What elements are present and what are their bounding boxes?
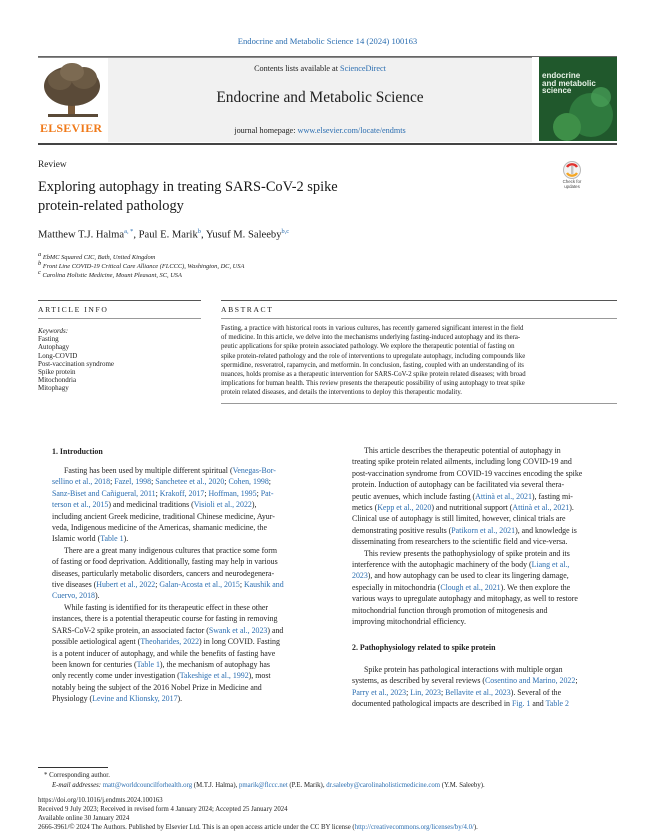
available-online: Available online 30 January 2024 <box>38 815 130 822</box>
text-line <box>352 445 618 456</box>
affiliation-text: Carolina Holistic Medicine, Mount Pleasant, SC, USA <box>42 272 182 280</box>
text-line <box>352 675 618 686</box>
text-line <box>352 491 618 502</box>
text-segment: ; <box>575 676 578 686</box>
text-line <box>352 605 618 616</box>
text-line <box>352 479 618 490</box>
author-sep: , <box>200 229 206 241</box>
citation-link[interactable]: Lin, 2023 <box>410 687 441 697</box>
abstract-rule <box>221 318 617 319</box>
text-segment: only recently come under investigation ( <box>52 671 180 681</box>
citation-link[interactable]: Levine and Klionsky, 2017 <box>92 694 178 704</box>
keywords-block <box>38 327 114 393</box>
text-segment: SARS-CoV-2 spike protein, an associated factor ( <box>52 625 209 635</box>
text-line <box>52 648 318 659</box>
homepage-link[interactable]: www.elsevier.com/locate/endmts <box>297 126 406 135</box>
text-segment: protein. Induction of autophagy can be facilitated via several thera- <box>352 480 565 490</box>
article-type: Review <box>38 160 67 170</box>
author-3-sup[interactable]: b,c <box>281 228 290 235</box>
text-line <box>352 593 618 604</box>
text-segment: ; <box>110 477 115 487</box>
text-line <box>52 659 318 670</box>
text-line <box>352 513 618 524</box>
text-line <box>352 525 618 536</box>
article-title-line-2: protein-related pathology <box>38 198 184 214</box>
citation-link[interactable]: Attinà et al., 2021 <box>512 503 570 513</box>
author-1[interactable]: Matthew T.J. Halma <box>38 229 125 241</box>
text-segment: Clinical use of autophagy is still limited, however, clinical trials are <box>352 514 566 524</box>
text-segment: disseminating from researchers to the scientific field and vice-versa. <box>352 537 568 547</box>
email-owner: (P.E. Marik), <box>287 782 327 789</box>
citation-link[interactable]: Galan-Acosta et al., 2015 <box>159 580 240 590</box>
cover-art <box>539 57 617 141</box>
text-segment: Physiology ( <box>52 694 93 704</box>
citation-link[interactable]: Swank et al., 2023 <box>208 625 268 635</box>
text-line <box>52 499 318 510</box>
abstract-line: nuances, holds promise as a therapeutic intervention for SARS-CoV-2 spike protein related diseases; with broad <box>221 371 526 379</box>
section2-heading: 2. Pathophysiology related to spike protein <box>352 643 496 652</box>
citation-link[interactable]: Cosentino and Marino, 2022 <box>485 676 576 686</box>
citation-link[interactable]: Krakoff, 2017 <box>159 488 205 498</box>
text-line <box>52 636 318 647</box>
right-column <box>352 445 618 628</box>
text-segment: Fasting has been used by multiple different spiritual ( <box>64 466 233 475</box>
abstract-line: peutic applications for spike protein associated pathology. We explore the therapeutic potential of fasting on <box>221 343 515 351</box>
text-segment: There are a great many indigenous cultures that practice some form <box>64 545 277 555</box>
text-segment: veda, Indigenous medicine of the Americas, shamanic medicine, the <box>52 523 267 533</box>
text-segment: diseases, particularly metabolic disorders, cancers and neurodegenera- <box>52 568 275 578</box>
text-segment: systems, as described by several reviews ( <box>352 676 486 686</box>
text-segment: ). Several of the <box>510 687 562 697</box>
article-title <box>38 178 508 216</box>
license-link[interactable]: http://creativecommons.org/licenses/by/4.0/ <box>354 824 474 831</box>
citation-link[interactable]: Hoffman, 1995 <box>208 488 257 498</box>
text-line <box>52 545 318 556</box>
keyword: Spike protein <box>38 368 76 377</box>
text-segment: ; <box>268 477 271 487</box>
keyword: Autophagy <box>38 343 70 352</box>
text-line <box>52 625 318 636</box>
text-segment: ; <box>204 488 209 498</box>
text-segment: ; <box>256 488 261 498</box>
license-suffix: ). <box>473 824 478 831</box>
affiliation-sup: c <box>38 269 41 276</box>
text-segment: ; <box>224 477 229 487</box>
text-line <box>352 698 618 709</box>
text-segment: ). <box>123 534 129 544</box>
text-segment: ), most <box>248 671 271 681</box>
text-segment: This review presents the pathophysiology of spike protein and its <box>364 548 570 558</box>
publisher-logo-text: ELSEVIER <box>40 121 103 135</box>
text-line <box>52 522 318 533</box>
footnote-rule <box>38 767 108 768</box>
keyword: Mitophagy <box>38 384 69 393</box>
text-line <box>52 533 318 544</box>
text-segment: ). We then explore the <box>500 582 571 592</box>
citation-link[interactable]: Venegas-Bor- <box>232 466 276 475</box>
text-line <box>52 579 318 590</box>
keywords-label: Keywords: <box>38 327 69 335</box>
left-column <box>52 465 318 705</box>
text-line <box>52 602 318 613</box>
text-segment: and <box>530 699 546 709</box>
author-2-sup[interactable]: b <box>197 228 201 235</box>
author-list <box>38 228 289 241</box>
text-segment: ; <box>155 580 160 590</box>
cover-title-line-1: endocrine <box>542 71 581 80</box>
text-segment: instances, there is a potential therapeutic course for fasting in removing <box>52 614 278 624</box>
keyword: Mitochondria <box>38 376 77 385</box>
corresponding-author-text: Corresponding author. <box>49 772 110 779</box>
article-info-rule <box>38 318 201 319</box>
citation-link[interactable]: Parry et al., 2023 <box>352 687 407 697</box>
text-line <box>352 559 618 570</box>
text-line <box>52 568 318 579</box>
license-line <box>38 823 478 832</box>
text-segment: metics ( <box>352 503 378 513</box>
citation-link[interactable]: Cuervo, 2018 <box>52 591 95 601</box>
text-line <box>52 670 318 681</box>
text-segment: ; <box>155 488 160 498</box>
citation-link[interactable]: Fig. 1 <box>511 699 531 709</box>
text-line <box>52 613 318 624</box>
text-line <box>52 682 318 693</box>
text-segment: especially in mitochondria ( <box>352 582 441 592</box>
text-segment: ), the mechanism of autophagy has <box>159 659 270 669</box>
text-segment: ; <box>151 477 156 487</box>
keyword: Long-COVID <box>38 351 78 360</box>
email-owner: (Y.M. Saleeby). <box>440 782 485 789</box>
citation-link[interactable]: Kaushik and <box>243 580 284 590</box>
abstract-line: implications for human health. This review presents the therapeutic possibility of using autophagy to treat spike <box>221 380 525 388</box>
citation-link[interactable]: Hubert et al., 2022 <box>96 580 156 590</box>
contents-available <box>108 64 532 73</box>
text-segment: improving mitochondrial efficiency. <box>352 617 466 627</box>
abstract-line: protein related diseases, and details the interventions to deploy this therapeutic modality. <box>221 389 462 397</box>
text-segment: possible aetiological agent ( <box>52 637 141 647</box>
text-segment: documented pathological impacts are described in <box>352 699 512 709</box>
journal-citation-line: Endocrine and Metabolic Science 14 (2024) 100163 <box>237 36 418 46</box>
citation-link[interactable]: Kepp et al., 2020 <box>377 503 432 513</box>
journal-title: Endocrine and Metabolic Science <box>216 89 424 106</box>
citation-link[interactable]: Pat- <box>260 488 274 498</box>
text-line <box>352 570 618 581</box>
citation-link[interactable]: Fazel, 1998 <box>114 477 152 487</box>
text-line <box>52 476 318 487</box>
text-line <box>352 664 618 675</box>
text-line <box>352 548 618 559</box>
text-line <box>52 693 318 704</box>
text-segment: ) and medicinal traditions ( <box>108 500 194 510</box>
text-segment: peutic avenues, which include fasting ( <box>352 491 476 501</box>
text-segment: mitochondrial function through promotion of mitogenesis and <box>352 605 548 615</box>
citation-link[interactable]: Takeshige et al., 1992 <box>179 671 249 681</box>
text-segment: ) and <box>267 625 284 635</box>
citation-link[interactable]: Theoharides, 2022 <box>140 637 200 647</box>
text-line <box>352 536 618 547</box>
abstract-line: spike protein-related pathology and the role of interventions to upregulate autophagy, including compounds like <box>221 352 526 360</box>
text-segment: demonstrating positive results ( <box>352 525 452 535</box>
citation-link[interactable]: Table 1 <box>136 659 160 669</box>
text-segment: ) in long COVID. Fasting <box>199 637 280 647</box>
doi-link[interactable]: https://doi.org/10.1016/j.endmts.2024.100163 <box>38 797 163 804</box>
elsevier-tree-icon <box>38 58 108 120</box>
text-segment: ), fasting mi- <box>531 491 573 501</box>
abstract-heading: ABSTRACT <box>221 305 274 314</box>
author-3[interactable]: Yusuf M. Saleeby <box>205 229 282 241</box>
affiliation-sup: b <box>38 260 42 267</box>
text-segment: notably being the subject of the 2016 Nobel Prize in Medicine and <box>52 682 262 692</box>
citation-link[interactable]: Sanchetee et al., 2020 <box>155 477 225 487</box>
citation-link[interactable]: Clough et al., 2021 <box>440 582 501 592</box>
license-prefix: 2666-3961/© 2024 The Authors. Published by Elsevier Ltd. This is an open access article under the CC BY license ( <box>38 824 355 831</box>
text-segment: is a potent inducer of autophagy, and while the benefits of fasting have <box>52 648 276 658</box>
corresponding-author-note: * Corresponding author. <box>44 772 110 779</box>
email-link-saleeby[interactable]: dr.saleeby@carolinaholisticmedicine.com <box>326 782 441 789</box>
citation-link[interactable]: Table 2 <box>545 699 569 709</box>
citation-link[interactable]: Visioli et al., 2022 <box>193 500 252 510</box>
text-segment: ) and nutritional support ( <box>431 503 513 513</box>
header-bottom-rule <box>38 143 617 145</box>
keyword: Fasting <box>38 335 59 344</box>
text-segment: post-vaccination syndrome from COVID-19 vaccines encoding the spike <box>352 468 583 478</box>
email-link-marik[interactable]: pmarik@flccc.net <box>238 782 288 789</box>
text-segment: interference with the autophagic machinery of the body ( <box>352 560 532 570</box>
text-segment: ). <box>569 503 574 513</box>
affiliation-text: Front Line COVID-19 Critical Care Alliance (FLCCC), Washington, DC, USA <box>42 263 245 271</box>
text-line <box>352 616 618 627</box>
text-segment: ). <box>177 694 183 704</box>
text-line <box>352 468 618 479</box>
contents-prefix: Contents lists available at <box>254 64 341 73</box>
text-line <box>52 556 318 567</box>
author-sep: , <box>133 229 139 241</box>
text-line <box>352 582 618 593</box>
abstract-line: Fasting, a practice with historical roots in various cultures, has recently garnered significant interest in the field <box>221 325 524 332</box>
author-1-sup[interactable]: a, * <box>124 228 134 235</box>
citation-link[interactable]: terson et al., 2015 <box>52 500 109 510</box>
text-segment: ; <box>440 687 446 697</box>
text-segment: tive diseases ( <box>52 580 97 590</box>
check-updates-line-1: Check for <box>562 179 582 184</box>
email-addresses <box>52 781 485 790</box>
citation-link[interactable]: 2023 <box>352 571 368 581</box>
text-segment: ), <box>251 500 257 510</box>
text-line <box>52 511 318 522</box>
abstract-rule-top <box>221 300 617 301</box>
sciencedirect-link[interactable]: ScienceDirect <box>340 64 386 73</box>
text-line <box>52 590 318 601</box>
text-segment: ; <box>239 580 244 590</box>
text-line <box>352 687 618 698</box>
cover-title <box>542 72 596 95</box>
article-title-line-1: Exploring autophagy in treating SARS-CoV-2 spike <box>38 179 338 195</box>
citation-link[interactable]: sellino et al., 2018 <box>52 477 111 487</box>
email-label: E-mail addresses: <box>52 782 102 789</box>
affiliation-sup: a <box>38 251 42 258</box>
citation-link[interactable]: Cohen, 1998 <box>228 477 269 487</box>
abstract-rule-bottom <box>221 403 617 404</box>
text-segment: been known for centuries ( <box>52 659 137 669</box>
citation-link[interactable]: Liang et al., <box>531 560 570 570</box>
affiliation-c <box>38 269 182 279</box>
text-segment: of fasting or food deprivation. Additionally, fasting may help in various <box>52 557 278 567</box>
text-segment: Islamic world ( <box>52 534 101 544</box>
text-segment: ; <box>406 687 411 697</box>
text-segment: treating spike protein related ailments, including long COVID-19 and <box>352 457 572 467</box>
citation-link[interactable]: Bellavite et al., 2023 <box>445 687 511 697</box>
right-column-continued <box>352 664 618 710</box>
text-segment: This article describes the therapeutic potential of autophagy in <box>364 446 561 455</box>
abstract-line: of medicine. In this article, we delve into the mechanisms underlying fasting-induced autophagy and its thera- <box>221 334 521 342</box>
homepage-prefix: journal homepage: <box>234 126 298 135</box>
received-dates: Received 9 July 2023; Received in revised form 4 January 2024; Accepted 25 January 2024 <box>38 806 288 813</box>
email-link-halma[interactable]: matt@worldcouncilforhealth.org <box>102 782 193 789</box>
journal-homepage <box>108 126 532 135</box>
article-info-heading: ARTICLE INFO <box>38 305 109 314</box>
keyword: Post-vaccination syndrome <box>38 359 115 368</box>
journal-cover[interactable] <box>539 57 617 141</box>
text-segment: ), and how autophagy can be used to clear its lingering damage, <box>367 571 569 581</box>
text-line <box>352 456 618 467</box>
intro-heading: 1. Introduction <box>52 447 103 456</box>
abstract-line: spermidine, resveratrol, rapamycin, and metformin. In conclusion, fasting, coupled with an understanding of its <box>221 361 524 369</box>
check-updates-label <box>552 179 592 189</box>
abstract-text <box>221 324 617 398</box>
affiliation-text: EbMC Squared CIC, Bath, United Kingdom <box>42 254 156 262</box>
author-2[interactable]: Paul E. Marik <box>138 229 198 241</box>
citation-link[interactable]: Sanz-Biset and Cañigueral, 2011 <box>52 488 156 498</box>
citation-link[interactable]: Table 1 <box>100 534 124 544</box>
citation-link[interactable]: Patikorn et al., 2021 <box>451 525 516 535</box>
text-segment: While fasting is identified for its therapeutic effect in these other <box>64 602 269 612</box>
text-line <box>52 488 318 499</box>
text-segment: including ancient Greek medicine, traditional Chinese medicine, Ayur- <box>52 511 275 521</box>
check-updates-line-2: updates <box>564 184 580 189</box>
cover-title-line-2: and metabolic <box>542 78 596 88</box>
text-segment: various ways to upregulate autophagy and mitophagy, as well to restore <box>352 594 578 604</box>
email-owner: (M.T.J. Halma), <box>192 782 239 789</box>
citation-link[interactable]: Attinà et al., 2021 <box>475 491 532 501</box>
check-updates-icon <box>556 160 588 180</box>
text-segment: Spike protein has pathological interactions with multiple organ <box>364 665 563 674</box>
text-segment: ), and knowledge is <box>515 525 577 535</box>
article-info-rule-top <box>38 300 201 301</box>
text-line <box>52 465 318 476</box>
text-line <box>352 502 618 513</box>
text-segment: ). <box>94 591 100 601</box>
cover-title-line-3: science <box>542 86 572 96</box>
